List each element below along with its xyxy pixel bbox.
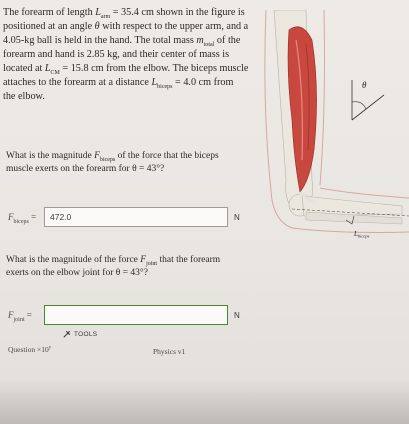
problem-line: attaches to the forearm at a distance $L_{biceps} = 4.0$ cm from bbox=[3, 77, 234, 91]
problem-statement bbox=[3, 6, 268, 104]
problem-line: positioned at an angle θ with respect to the upper arm, and a bbox=[3, 21, 249, 32]
question-credit: Question $\times 10^y$ bbox=[8, 345, 52, 354]
wrench-icon bbox=[63, 330, 71, 338]
problem-line: 4.05-kg ball is held in the hand. The total mass $m_{total}$ of the bbox=[3, 35, 241, 49]
tools-label: TOOLS bbox=[74, 330, 98, 338]
question-2-text: What is the magnitude of the force $F_{joint}$ that the forearm exerts on the elbow joint for θ = 43°? bbox=[6, 255, 221, 278]
answer-label-biceps: $F_{biceps}$ = bbox=[8, 212, 37, 225]
answer-label-joint: $F_{joint}$ = bbox=[8, 310, 32, 323]
biceps-distance-label: $L_{biceps}$ bbox=[354, 230, 370, 239]
biceps-force-input[interactable] bbox=[44, 207, 228, 227]
biceps-force-unit: N bbox=[234, 212, 240, 222]
problem-line: forearm and hand is 2.85 kg, and their center of mass is bbox=[3, 49, 230, 60]
theta-label: θ bbox=[362, 80, 367, 90]
arm-figure bbox=[262, 10, 409, 250]
joint-force-unit: N bbox=[234, 310, 240, 320]
question-1-text: What is the magnitude $F_{biceps}$ of the force that the biceps muscle exerts on the forearm for θ = 43°? bbox=[6, 151, 219, 174]
photo-shadow bbox=[0, 380, 409, 424]
joint-force-input[interactable] bbox=[44, 305, 228, 325]
problem-line: The forearm of length $L_{arm} = 35.4$ cm shown in the figure is bbox=[3, 7, 245, 21]
problem-line: the elbow. bbox=[3, 91, 45, 102]
answer-row-joint bbox=[8, 305, 240, 325]
biceps-force-value: 472.0 bbox=[50, 212, 72, 222]
tools-button[interactable] bbox=[63, 330, 97, 338]
attribution: Physics v1 bbox=[153, 347, 186, 356]
answer-row-biceps bbox=[8, 207, 240, 227]
problem-line: located at $L_{CM} = 15.8$ cm from the elbow. The biceps muscle bbox=[3, 63, 249, 77]
